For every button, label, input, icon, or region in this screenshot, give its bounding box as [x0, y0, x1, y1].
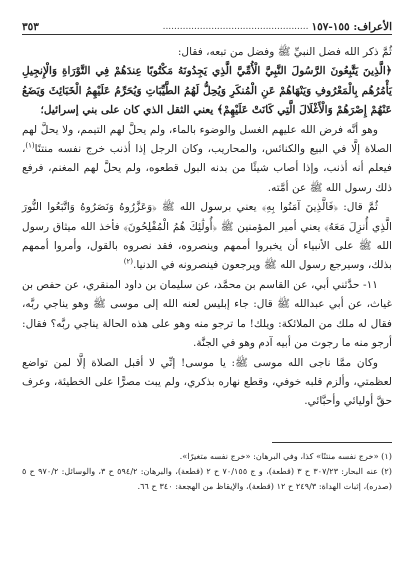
footnotes: [22, 449, 392, 494]
footnote-ref-2[interactable]: (٢): [123, 257, 134, 266]
running-header: [22, 14, 392, 35]
footnote-ref-1[interactable]: (١): [25, 141, 35, 150]
paragraph-verse-commentary: [22, 198, 392, 276]
footnote-2: (٢) عنه البحار: ٣٠٧/٢٣ ح ٣ (قطعة)، و ج ٧٠/١٥٥ ح ٢ (قطعة)، والبرهان: ٥٩٤/٢ ح ٣، والوسائل: ٩٧٠/٢ ح ٥ (صدره)، إثبات الهداة: ٢٤٩/٣ ح ١٢ (قطعة)، والإيقاظ من الهجعة: ٣٤٠ ح ٦٦.: [22, 465, 392, 491]
paragraph-munajat: وكان ممَّا ناجى الله موسى ﷺ: يا موسى! إنِّي لا أقبل الصلاة إلَّا لمن تواضع لعظمتي، وألزم قلبه خوفي، وقطع نهاره بذكري، ولم يبت مصرًّا على الخطيئة، وعرف حقَّ أوليائي وأحبَّائي.: [22, 356, 392, 408]
hadith-11: ١١- حدَّثني أبي، عن القاسم بن محمَّد، عن سليمان بن داود المنقري، عن حفص بن غياث، عن أبي عبدالله ﷺ قال: جاء إبليس لعنه الله إلى موسى ﷺ وهو يناجي ربَّه، فقال له ملك من الملائكة: ويلك! ما ترجو منه وهو على هذه الحالة يناجي ربَّه؟ فقال: أرجو منه ما رجوت من أبيه آدم وهو في الجنَّة.: [22, 278, 392, 350]
main-text: [22, 43, 392, 412]
paragraph-explanation-text: وهو أنَّه فرض الله عليهم الغسل والوضوء بالماء، ولم يحلَّ لهم التيمم، ولا يحلَّ لهم الصلاة إلَّا في البيع والكنائس، والمحاريب، وكان الرجل إذا أذنب خرج نفسه منتنًا: [22, 123, 392, 156]
footnote-separator: [272, 442, 392, 443]
surah-title: الأعراف: ١٥٥-١٥٧: [311, 20, 392, 33]
quran-verse: ﴿الَّذِينَ يَتَّبِعُونَ الرَّسُولَ النَّبِيَّ الْأُمِّيَّ الَّذِي يَجِدُونَهُ مَكْتُوبًا عِندَهُمْ فِي التَّوْرَاةِ وَالْإِنجِيلِ يَأْمُرُهُم بِالْمَعْرُوفِ وَيَنْهَاهُمْ عَنِ الْمُنكَرِ وَيُحِلُّ لَهُمُ الطَّيِّبَاتِ وَيُحَرِّمُ عَلَيْهِمُ الْخَبَائِثَ وَيَضَعُ عَنْهُمْ إِصْرَهُمْ وَالْأَغْلَالَ الَّتِي كَانَتْ عَلَيْهِمْ﴾ يعني الثقل الذي كان على بني إسرائيل؛: [22, 65, 392, 117]
paragraph-explanation: [22, 121, 392, 199]
page-number: ٣٥٣: [22, 20, 39, 33]
paragraph-intro: ثُمَّ ذكر الله فضل النبيِّ ﷺ وفضل من تبعه، فقال:: [177, 46, 392, 58]
footnote-1: (١) «خرج نفسه منتنًا» كذا، وفي البرهان: «خرج نفسه متغيرًا».: [179, 450, 392, 461]
header-leader-dots: ...................................................: [162, 23, 309, 32]
paragraph-verse-commentary-text: ثُمَّ قال: ﴿فَالَّذِينَ آمَنُوا بِهِ﴾ يعني برسول الله ﷺ ﴿وَعَزَّرُوهُ وَنَصَرُوهُ وَاتَّبَعُوا النُّورَ الَّذِي أُنزِلَ مَعَهُ﴾ يعني أمير المؤمنين ﷺ ﴿أُولَٰئِكَ هُمُ الْمُفْلِحُونَ﴾ فأخذ الله ميثاق رسول الله ﷺ على الأنبياء أن يخبروا أممهم وينصروه، فقد نصروه بالقول، وأمروا أممهم بذلك، وسيرجع رسول الله ﷺ ويرجعون فينصرونه في الدنيا.: [22, 201, 392, 272]
paragraph-explanation-text-cont: ، فيعلم أنه أذنب، وإذا أصاب شيئًا من بدنه البول قطعوه، ولم يحلَّ لهم المغنم، فرفع ذلك رسول الله ﷺ عن أمَّته.: [22, 143, 392, 194]
book-page: [22, 14, 392, 576]
